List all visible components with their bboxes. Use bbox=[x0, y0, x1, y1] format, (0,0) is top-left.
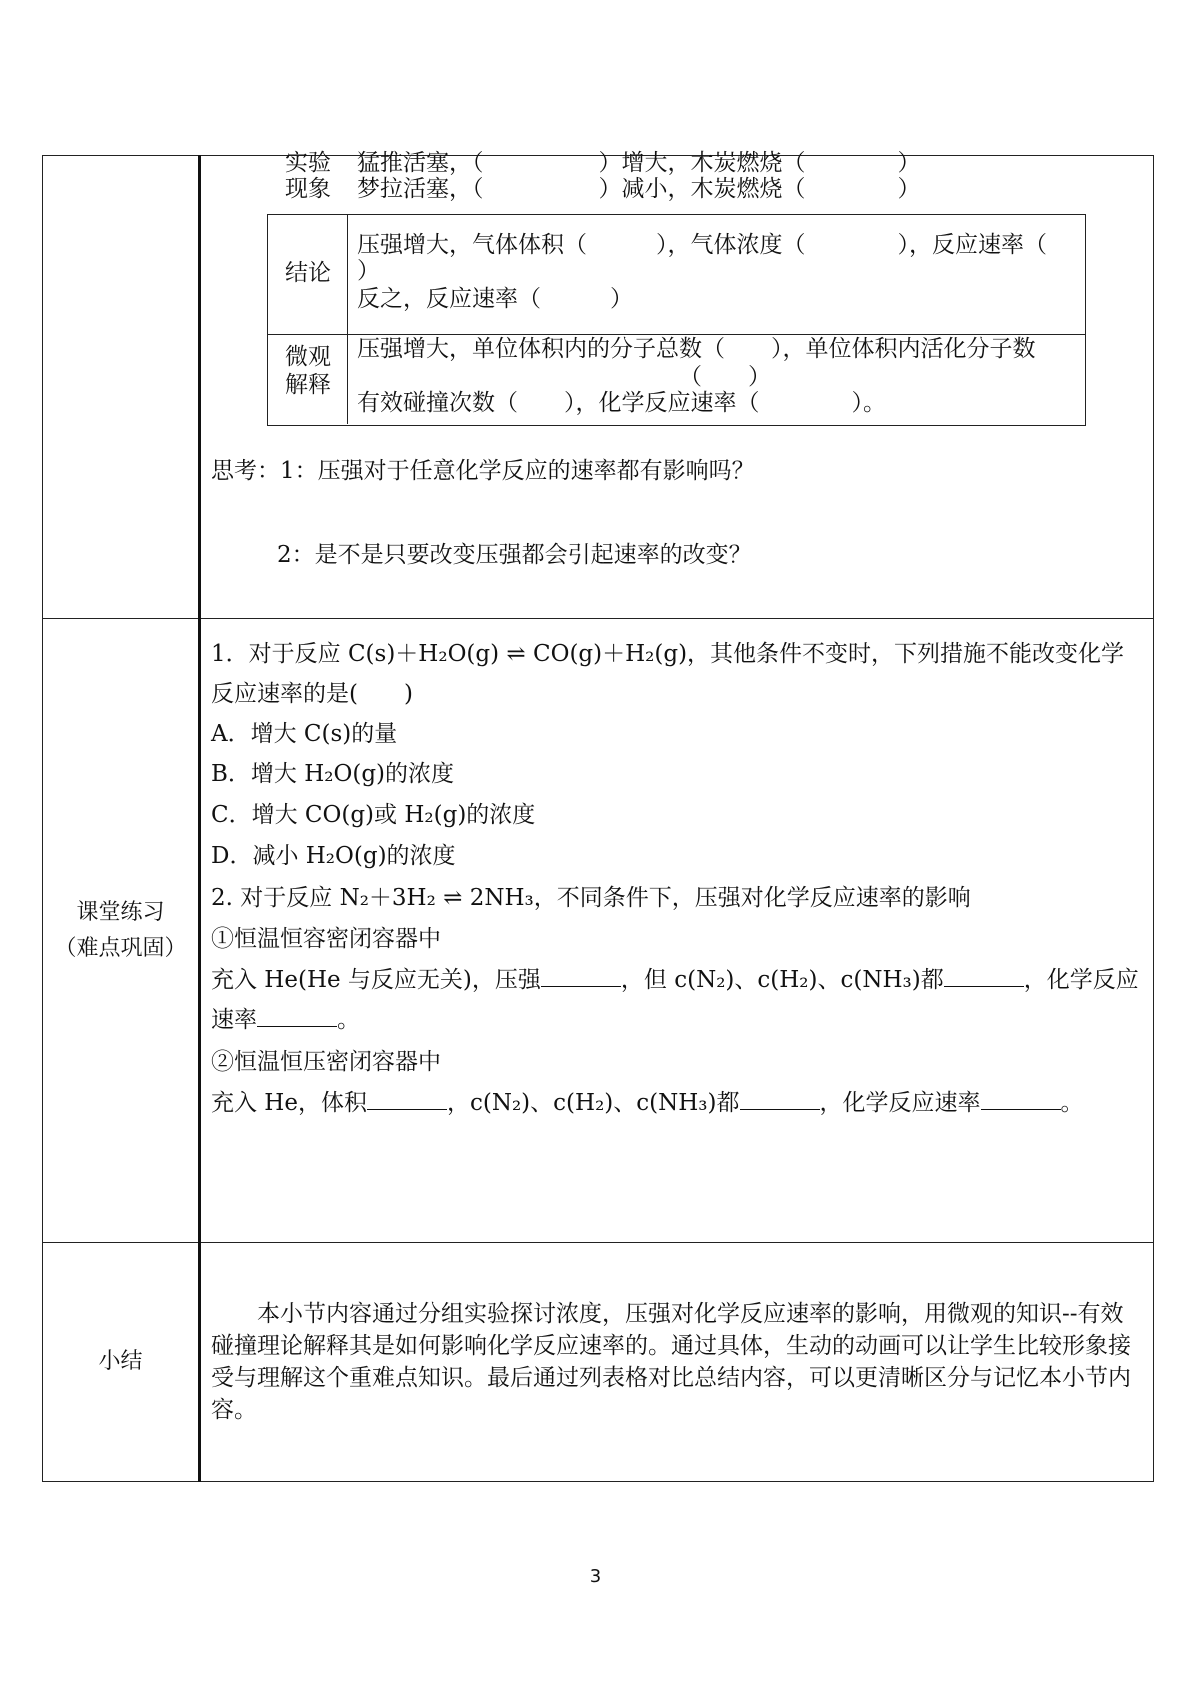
question-2-sub-2: ②恒温恒压密闭容器中 bbox=[211, 1049, 441, 1075]
think-question-1: 思考：1：压强对于任意化学反应的速率都有影响吗？ bbox=[211, 458, 755, 484]
blank-5[interactable] bbox=[740, 1089, 820, 1110]
box-column-divider bbox=[347, 214, 348, 424]
option-c: C．增大 CO(g)或 H₂(g)的浓度 bbox=[211, 802, 536, 828]
practice-label-cell bbox=[43, 619, 200, 1243]
row1-label-cell bbox=[43, 156, 200, 619]
question-2-line-1: 2. 对于反应 N₂＋3H₂ ⇌ 2NH₃，不同条件下，压强对化学反应速率的影响 bbox=[211, 885, 971, 911]
sub1-text-e: 。 bbox=[337, 1007, 360, 1033]
conclusion-line-1: 压强增大，气体体积（ ），气体浓度（ ），反应速率（ bbox=[357, 232, 1047, 258]
summary-content-cell bbox=[200, 1243, 1154, 1482]
question-2-sub-2-text bbox=[211, 1088, 1084, 1118]
summary-label: 小结 bbox=[98, 1349, 143, 1374]
micro-label-1: 微观 bbox=[285, 344, 331, 370]
option-b: B．增大 H₂O(g)的浓度 bbox=[211, 761, 455, 787]
blank-3[interactable] bbox=[257, 1006, 337, 1027]
page-number: 3 bbox=[589, 1566, 602, 1587]
micro-label-2: 解释 bbox=[285, 372, 331, 398]
practice-content-cell bbox=[200, 619, 1154, 1243]
micro-line-2: （ ） bbox=[679, 364, 771, 390]
option-d: D．减小 H₂O(g)的浓度 bbox=[211, 843, 456, 869]
row1-content-cell bbox=[200, 150, 1154, 619]
lesson-table bbox=[42, 150, 1154, 1482]
blank-1[interactable] bbox=[541, 966, 621, 987]
question-1-line-1: 1．对于反应 C(s)＋H₂O(g) ⇌ CO(g)＋H₂(g)，其他条件不变时，下列措施不能改变化学 bbox=[211, 641, 1125, 667]
blank-6[interactable] bbox=[981, 1089, 1061, 1110]
think-question-2: 2：是不是只要改变压强都会引起速率的改变？ bbox=[277, 542, 752, 568]
exp-label-2: 现象 bbox=[285, 176, 331, 202]
sub1-text-d: 速率 bbox=[211, 1007, 257, 1033]
sub1-text-a: 充入 He(He 与反应无关)，压强 bbox=[211, 967, 541, 993]
exp-label-1: 实验 bbox=[285, 150, 331, 176]
option-a: A．增大 C(s)的量 bbox=[211, 721, 398, 747]
sub2-text-d: 。 bbox=[1060, 1090, 1084, 1116]
sub1-text-b: ，但 c(N₂)、c(H₂)、c(NH₃)都 bbox=[620, 967, 944, 993]
question-2-sub-1-text-2 bbox=[211, 1005, 360, 1035]
question-2-sub-1: ①恒温恒容密闭容器中 bbox=[211, 926, 441, 952]
sub2-text-a: 充入 He，体积 bbox=[211, 1090, 367, 1116]
micro-line-1: 压强增大，单位体积内的分子总数（ ），单位体积内活化分子数 bbox=[357, 336, 1036, 362]
exp-line-1: 猛推活塞，（ ）增大，木炭燃烧（ ） bbox=[357, 150, 921, 176]
micro-line-3: 有效碰撞次数（ ），化学反应速率（ ）。 bbox=[357, 390, 886, 416]
question-2-sub-1-text bbox=[211, 965, 1139, 995]
conclusion-label: 结论 bbox=[285, 260, 331, 286]
conclusion-line-2: ） bbox=[357, 258, 380, 284]
summary-label-cell bbox=[43, 1243, 200, 1482]
question-1-line-2: 反应速率的是( ) bbox=[211, 681, 413, 707]
exp-line-2: 梦拉活塞，（ ）减小，木炭燃烧（ ） bbox=[357, 176, 921, 202]
blank-2[interactable] bbox=[944, 966, 1024, 987]
conclusion-line-3: 反之，反应速率（ ） bbox=[357, 286, 633, 312]
blank-4[interactable] bbox=[367, 1089, 447, 1110]
practice-label: 课堂练习 bbox=[76, 899, 165, 925]
sub2-text-b: ，c(N₂)、c(H₂)、c(NH₃)都 bbox=[446, 1090, 740, 1116]
practice-sublabel: （难点巩固） bbox=[54, 935, 187, 961]
summary-text: 本小节内容通过分组实验探讨浓度，压强对化学反应速率的影响，用微观的知识--有效碰撞理论解释其是如何影响化学反应速率的。通过具体，生动的动画可以让学生比较形象接受与理解这个重难点知识。最后通过列表格对比总结内容，可以更清晰区分与记忆本小节内容。 bbox=[211, 1301, 1131, 1423]
sub1-text-c: ，化学反应 bbox=[1023, 967, 1139, 993]
sub2-text-c: ，化学反应速率 bbox=[819, 1090, 981, 1116]
